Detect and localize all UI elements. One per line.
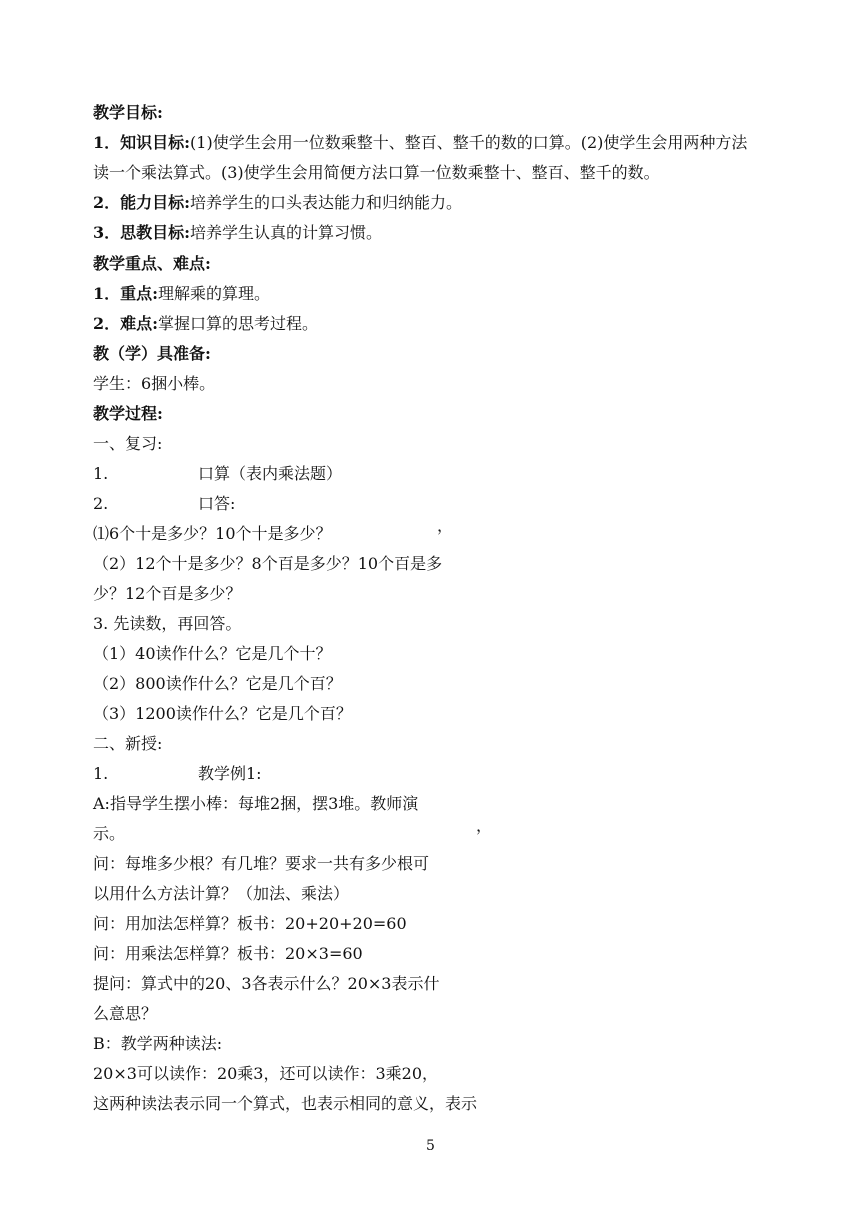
stray-mark: ，: [437, 516, 454, 535]
stray-mark: ，: [476, 816, 493, 835]
example-1-text: 教学例1:: [198, 764, 262, 783]
keypoint-1-label: 1．重点:: [93, 284, 159, 303]
review-item-3-sub-3: （3）1200读作什么？它是几个百？: [93, 704, 352, 723]
page-number: 5: [426, 1138, 435, 1154]
review-item-1-text: 口算（表内乘法题）: [198, 464, 343, 483]
keypoint-1-text: 理解乘的算理。: [158, 284, 271, 303]
objective-3: [93, 223, 382, 243]
prep-heading: 教（学）具准备:: [93, 344, 211, 363]
reading-line-continued: 这两种读法表示同一个算式，也表示相同的意义，表示: [93, 1094, 478, 1113]
objective-1-continued: 读一个乘法算式。(3)使学生会用简便方法口算一位数乘整十、整百、整千的数。: [93, 163, 660, 182]
section-a-continued: 示。: [93, 824, 126, 843]
review-item-3: 3. 先读数，再回答。: [93, 614, 242, 633]
example-1-number: 1.: [93, 764, 109, 783]
review-item-3-sub-2: （2）800读作什么？它是几个百？: [93, 674, 342, 693]
review-heading: 一、复习:: [93, 434, 163, 453]
review-item-2-text: 口答:: [198, 494, 236, 513]
objective-3-label: 3．思教目标:: [93, 223, 191, 242]
question-line-4-continued: 么意思？: [93, 1004, 158, 1023]
prep-text: 学生：6捆小棒。: [93, 374, 216, 393]
process-heading: 教学过程:: [93, 404, 163, 423]
objectives-heading: 教学目标:: [93, 103, 163, 122]
objective-1-label: 1．知识目标:: [93, 133, 191, 152]
section-a-line: A:指导学生摆小棒：每堆2捆，摆3堆。教师演: [93, 794, 419, 813]
question-line-3: 问：用乘法怎样算？板书：20×3=60: [93, 944, 363, 963]
objective-3-text: 培养学生认真的计算习惯。: [190, 223, 383, 242]
keypoint-2-label: 2．难点:: [93, 314, 159, 333]
objective-2-text: 培养学生的口头表达能力和归纳能力。: [190, 193, 463, 212]
question-line-4: 提问：算式中的20、3各表示什么？20×3表示什: [93, 974, 440, 993]
objective-1-text: (1)使学生会用一位数乘整十、整百、整千的数的口算。(2)使学生会用两种方法: [190, 133, 748, 152]
question-2-continued: 少？12个百是多少？: [93, 584, 242, 603]
review-item-3-sub-1: （1）40读作什么？它是几个十？: [93, 644, 332, 663]
objective-1: [93, 133, 747, 153]
keypoints-heading: 教学重点、难点:: [93, 254, 211, 273]
review-item-2: [93, 494, 235, 514]
section-b-line: B：教学两种读法:: [93, 1034, 223, 1053]
keypoint-2-text: 掌握口算的思考过程。: [158, 314, 319, 333]
new-lesson-heading: 二、新授:: [93, 734, 163, 753]
keypoint-2: [93, 314, 318, 334]
review-item-1-number: 1.: [93, 464, 109, 483]
question-1: ⑴6个十是多少？10个十是多少？: [93, 524, 332, 543]
review-item-1: [93, 464, 342, 484]
review-item-2-number: 2.: [93, 494, 109, 513]
reading-line: 20×3可以读作：20乘3，还可以读作：3乘20，: [93, 1064, 439, 1083]
question-2: （2）12个十是多少？8个百是多少？10个百是多: [93, 554, 443, 573]
objective-2: [93, 193, 462, 213]
question-line-2: 问：用加法怎样算？板书：20+20+20=60: [93, 914, 407, 933]
question-line-1-continued: 以用什么方法计算？（加法、乘法）: [93, 884, 350, 903]
question-line-1: 问：每堆多少根？有几堆？要求一共有多少根可: [93, 854, 430, 873]
example-1: [93, 764, 262, 784]
objective-2-label: 2．能力目标:: [93, 193, 191, 212]
keypoint-1: [93, 284, 270, 304]
